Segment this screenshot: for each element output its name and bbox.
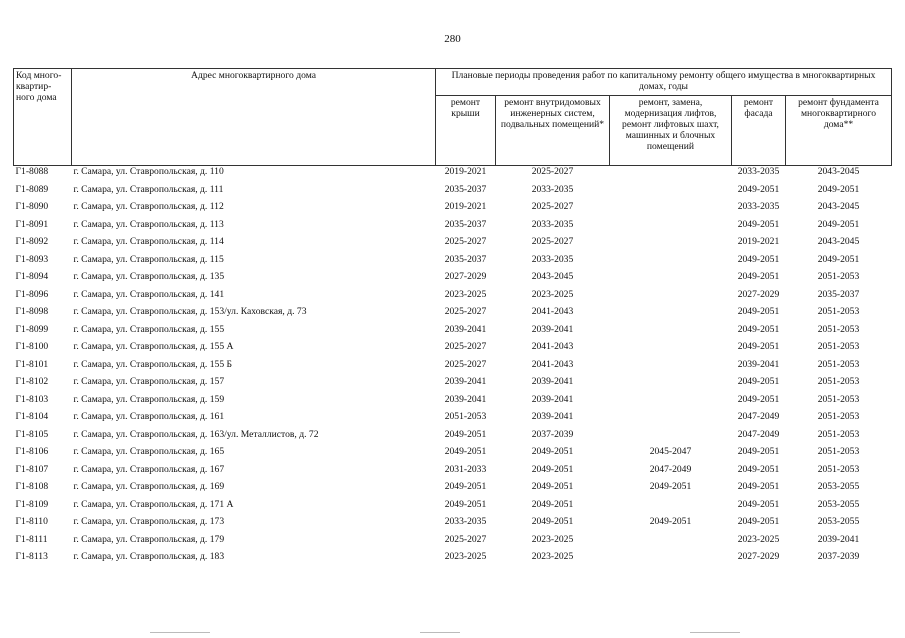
cell-engineering: 2025-2027 bbox=[531, 166, 574, 177]
table-row bbox=[14, 219, 892, 237]
cell-address: г. Самара, ул. Ставропольская, д. 141 bbox=[73, 288, 225, 300]
cell-foundation: 2051-2053 bbox=[817, 463, 860, 475]
cell-code: Г1-8103 bbox=[15, 393, 49, 405]
cell-address: г. Самара, ул. Ставропольская, д. 112 bbox=[73, 201, 224, 212]
cell-code: Г1-8089 bbox=[15, 183, 49, 195]
cell-facade: 2049-2051 bbox=[737, 271, 780, 282]
cell-foundation: 2053-2055 bbox=[817, 498, 860, 510]
cell-engineering: 2039-2041 bbox=[531, 393, 574, 405]
cell-code: Г1-8108 bbox=[15, 481, 49, 492]
cell-code: Г1-8099 bbox=[15, 323, 49, 335]
cell-facade: 2049-2051 bbox=[737, 446, 780, 457]
table-row bbox=[14, 394, 892, 412]
cell-address: г. Самара, ул. Ставропольская, д. 153/ул. Каховская, д. 73 bbox=[73, 306, 307, 317]
table-body bbox=[14, 166, 892, 569]
cell-engineering: 2049-2051 bbox=[531, 481, 574, 492]
cell-foundation: 2053-2055 bbox=[817, 516, 860, 527]
cell-address: г. Самара, ул. Ставропольская, д. 159 bbox=[73, 393, 225, 405]
cell-address: г. Самара, ул. Ставропольская, д. 114 bbox=[73, 236, 224, 247]
cell-address: г. Самара, ул. Ставропольская, д. 155 А bbox=[73, 341, 234, 352]
cell-elevators bbox=[610, 271, 732, 289]
cell-elevators bbox=[610, 411, 732, 429]
header-foundation: ремонт фундамента многоквартирного дома** bbox=[786, 96, 892, 166]
cell-facade: 2033-2035 bbox=[737, 166, 780, 177]
table-row bbox=[14, 376, 892, 394]
cell-address: г. Самара, ул. Ставропольская, д. 155 Б bbox=[73, 358, 233, 370]
cell-address: г. Самара, ул. Ставропольская, д. 169 bbox=[73, 481, 225, 492]
cell-elevators bbox=[610, 289, 732, 307]
table-row bbox=[14, 271, 892, 289]
cell-elevators bbox=[610, 394, 732, 412]
cell-engineering: 2023-2025 bbox=[531, 288, 574, 300]
cell-elevators bbox=[610, 551, 732, 569]
table-row bbox=[14, 516, 892, 534]
cell-address: г. Самара, ул. Ставропольская, д. 135 bbox=[73, 271, 225, 282]
header-elevators: ремонт, замена, модернизация лифтов, ремонт лифтовых шахт, машинных и блочных помещений bbox=[610, 96, 732, 166]
cell-code: Г1-8096 bbox=[15, 288, 49, 300]
cell-roof: 2049-2051 bbox=[444, 446, 487, 457]
cell-address: г. Самара, ул. Ставропольская, д. 167 bbox=[73, 463, 225, 475]
cell-address: г. Самара, ул. Ставропольская, д. 157 bbox=[73, 376, 225, 387]
cell-foundation: 2051-2053 bbox=[817, 446, 860, 457]
cell-roof: 2039-2041 bbox=[444, 323, 487, 335]
cell-roof: 2019-2021 bbox=[444, 201, 487, 212]
cell-roof: 2023-2025 bbox=[444, 288, 487, 300]
header-roof: ремонт крыши bbox=[436, 96, 496, 166]
cell-code: Г1-8101 bbox=[15, 358, 49, 370]
cell-foundation: 2051-2053 bbox=[817, 376, 860, 387]
cell-engineering: 2049-2051 bbox=[531, 446, 574, 457]
cell-facade: 2049-2051 bbox=[737, 393, 780, 405]
repair-schedule-table bbox=[13, 68, 892, 569]
cell-elevators bbox=[610, 184, 732, 202]
cell-foundation: 2043-2045 bbox=[817, 166, 860, 177]
cell-address: г. Самара, ул. Ставропольская, д. 171 А bbox=[73, 498, 234, 510]
cell-roof: 2023-2025 bbox=[444, 551, 487, 562]
table-row bbox=[14, 324, 892, 342]
header-code: Код много- квартир- ного дома bbox=[14, 69, 72, 166]
table-row bbox=[14, 359, 892, 377]
cell-engineering: 2033-2035 bbox=[531, 183, 574, 195]
cell-engineering: 2025-2027 bbox=[531, 236, 574, 247]
cell-facade: 2049-2051 bbox=[737, 323, 780, 335]
cell-facade: 2049-2051 bbox=[737, 183, 780, 195]
footer-rule bbox=[690, 632, 740, 633]
table-row bbox=[14, 289, 892, 307]
cell-elevators bbox=[610, 254, 732, 272]
cell-facade: 2039-2041 bbox=[737, 358, 780, 370]
cell-foundation: 2049-2051 bbox=[817, 218, 860, 230]
cell-code: Г1-8104 bbox=[15, 411, 49, 422]
cell-engineering: 2039-2041 bbox=[531, 411, 574, 422]
table-row bbox=[14, 201, 892, 219]
table-row bbox=[14, 341, 892, 359]
table-row bbox=[14, 429, 892, 447]
cell-code: Г1-8088 bbox=[15, 166, 49, 177]
cell-engineering: 2023-2025 bbox=[531, 533, 574, 545]
cell-engineering: 2033-2035 bbox=[531, 218, 574, 230]
cell-address: г. Самара, ул. Ставропольская, д. 155 bbox=[73, 323, 225, 335]
cell-roof: 2025-2027 bbox=[444, 236, 487, 247]
cell-address: г. Самара, ул. Ставропольская, д. 165 bbox=[73, 446, 225, 457]
cell-elevators bbox=[610, 534, 732, 552]
footer-rule bbox=[150, 632, 210, 633]
cell-foundation: 2051-2053 bbox=[817, 271, 860, 282]
cell-address: г. Самара, ул. Ставропольская, д. 183 bbox=[73, 551, 225, 562]
cell-code: Г1-8109 bbox=[15, 498, 49, 510]
table-row bbox=[14, 534, 892, 552]
cell-foundation: 2051-2053 bbox=[817, 411, 860, 422]
table-header bbox=[14, 69, 892, 166]
cell-roof: 2039-2041 bbox=[444, 393, 487, 405]
cell-engineering: 2023-2025 bbox=[531, 551, 574, 562]
cell-address: г. Самара, ул. Ставропольская, д. 113 bbox=[73, 218, 224, 230]
cell-elevators bbox=[610, 359, 732, 377]
cell-engineering: 2041-2043 bbox=[531, 358, 574, 370]
cell-engineering: 2049-2051 bbox=[531, 516, 574, 527]
cell-engineering: 2037-2039 bbox=[531, 428, 574, 440]
cell-code: Г1-8110 bbox=[15, 516, 48, 527]
cell-roof: 2049-2051 bbox=[444, 428, 487, 440]
page-number: 280 bbox=[444, 33, 461, 45]
header-periods: Плановые периоды проведения работ по капитальному ремонту общего имущества в многоквартирных домах, годы bbox=[436, 69, 892, 96]
cell-code: Г1-8098 bbox=[15, 306, 49, 317]
cell-foundation: 2035-2037 bbox=[817, 288, 860, 300]
cell-roof: 2049-2051 bbox=[444, 481, 487, 492]
cell-elevators bbox=[610, 499, 732, 517]
table-row bbox=[14, 481, 892, 499]
table-row bbox=[14, 499, 892, 517]
table-row bbox=[14, 411, 892, 429]
cell-foundation: 2051-2053 bbox=[817, 428, 860, 440]
cell-facade: 2023-2025 bbox=[737, 533, 780, 545]
cell-roof: 2051-2053 bbox=[444, 411, 487, 422]
cell-address: г. Самара, ул. Ставропольская, д. 111 bbox=[73, 183, 224, 195]
cell-roof: 2019-2021 bbox=[444, 166, 487, 177]
cell-code: Г1-8102 bbox=[15, 376, 49, 387]
cell-foundation: 2049-2051 bbox=[817, 183, 860, 195]
cell-roof: 2049-2051 bbox=[444, 498, 487, 510]
cell-engineering: 2039-2041 bbox=[531, 323, 574, 335]
cell-roof: 2025-2027 bbox=[444, 358, 487, 370]
cell-roof: 2025-2027 bbox=[444, 533, 487, 545]
cell-foundation: 2039-2041 bbox=[817, 533, 860, 545]
cell-elevators: 2049-2051 bbox=[649, 516, 692, 527]
cell-roof: 2027-2029 bbox=[444, 271, 487, 282]
cell-engineering: 2049-2051 bbox=[531, 498, 574, 510]
cell-facade: 2027-2029 bbox=[737, 551, 780, 562]
cell-facade: 2027-2029 bbox=[737, 288, 780, 300]
cell-facade: 2049-2051 bbox=[737, 516, 780, 527]
cell-elevators: 2045-2047 bbox=[649, 446, 692, 457]
cell-address: г. Самара, ул. Ставропольская, д. 173 bbox=[73, 516, 225, 527]
cell-foundation: 2051-2053 bbox=[817, 341, 860, 352]
cell-roof: 2025-2027 bbox=[444, 306, 487, 317]
table-row bbox=[14, 184, 892, 202]
cell-code: Г1-8093 bbox=[15, 253, 49, 265]
cell-address: г. Самара, ул. Ставропольская, д. 179 bbox=[73, 533, 225, 545]
header-engineering: ремонт внутридомовых инженерных систем, подвальных помещений* bbox=[496, 96, 610, 166]
table-row bbox=[14, 306, 892, 324]
table-row bbox=[14, 236, 892, 254]
cell-foundation: 2049-2051 bbox=[817, 253, 860, 265]
cell-elevators bbox=[610, 236, 732, 254]
cell-foundation: 2051-2053 bbox=[817, 323, 860, 335]
table-row bbox=[14, 551, 892, 569]
cell-elevators bbox=[610, 324, 732, 342]
cell-facade: 2049-2051 bbox=[737, 253, 780, 265]
header-facade: ремонт фасада bbox=[732, 96, 786, 166]
cell-elevators: 2047-2049 bbox=[649, 463, 692, 475]
cell-code: Г1-8113 bbox=[15, 551, 48, 562]
footer-rule bbox=[420, 632, 460, 633]
cell-foundation: 2051-2053 bbox=[817, 358, 860, 370]
cell-code: Г1-8105 bbox=[15, 428, 49, 440]
cell-facade: 2049-2051 bbox=[737, 218, 780, 230]
table-row bbox=[14, 464, 892, 482]
cell-code: Г1-8092 bbox=[15, 236, 49, 247]
header-address: Адрес многоквартирного дома bbox=[72, 69, 436, 166]
table-row bbox=[14, 446, 892, 464]
cell-elevators bbox=[610, 166, 732, 184]
cell-foundation: 2037-2039 bbox=[817, 551, 860, 562]
cell-facade: 2049-2051 bbox=[737, 376, 780, 387]
cell-facade: 2049-2051 bbox=[737, 481, 780, 492]
cell-engineering: 2043-2045 bbox=[531, 271, 574, 282]
cell-address: г. Самара, ул. Ставропольская, д. 161 bbox=[73, 411, 225, 422]
cell-facade: 2049-2051 bbox=[737, 498, 780, 510]
cell-elevators: 2049-2051 bbox=[649, 481, 692, 492]
table-row bbox=[14, 254, 892, 272]
cell-foundation: 2043-2045 bbox=[817, 201, 860, 212]
cell-engineering: 2041-2043 bbox=[531, 306, 574, 317]
cell-foundation: 2043-2045 bbox=[817, 236, 860, 247]
cell-address: г. Самара, ул. Ставропольская, д. 110 bbox=[73, 166, 224, 177]
cell-roof: 2035-2037 bbox=[444, 183, 487, 195]
cell-code: Г1-8107 bbox=[15, 463, 49, 475]
cell-engineering: 2049-2051 bbox=[531, 463, 574, 475]
cell-engineering: 2025-2027 bbox=[531, 201, 574, 212]
cell-roof: 2035-2037 bbox=[444, 253, 487, 265]
cell-code: Г1-8106 bbox=[15, 446, 49, 457]
cell-code: Г1-8111 bbox=[15, 533, 48, 545]
cell-engineering: 2039-2041 bbox=[531, 376, 574, 387]
cell-elevators bbox=[610, 429, 732, 447]
cell-facade: 2049-2051 bbox=[737, 306, 780, 317]
cell-code: Г1-8100 bbox=[15, 341, 49, 352]
table-row bbox=[14, 166, 892, 184]
cell-roof: 2035-2037 bbox=[444, 218, 487, 230]
cell-facade: 2049-2051 bbox=[737, 463, 780, 475]
cell-code: Г1-8090 bbox=[15, 201, 49, 212]
cell-foundation: 2051-2053 bbox=[817, 306, 860, 317]
cell-foundation: 2053-2055 bbox=[817, 481, 860, 492]
cell-engineering: 2033-2035 bbox=[531, 253, 574, 265]
cell-roof: 2025-2027 bbox=[444, 341, 487, 352]
cell-facade: 2033-2035 bbox=[737, 201, 780, 212]
cell-foundation: 2051-2053 bbox=[817, 393, 860, 405]
cell-elevators bbox=[610, 341, 732, 359]
cell-address: г. Самара, ул. Ставропольская, д. 115 bbox=[73, 253, 224, 265]
cell-elevators bbox=[610, 219, 732, 237]
cell-elevators bbox=[610, 306, 732, 324]
cell-facade: 2047-2049 bbox=[737, 411, 780, 422]
cell-facade: 2047-2049 bbox=[737, 428, 780, 440]
cell-elevators bbox=[610, 376, 732, 394]
cell-engineering: 2041-2043 bbox=[531, 341, 574, 352]
cell-facade: 2049-2051 bbox=[737, 341, 780, 352]
cell-roof: 2033-2035 bbox=[444, 516, 487, 527]
cell-address: г. Самара, ул. Ставропольская, д. 163/ул. Металлистов, д. 72 bbox=[73, 428, 319, 440]
cell-code: Г1-8091 bbox=[15, 218, 49, 230]
cell-elevators bbox=[610, 201, 732, 219]
cell-facade: 2019-2021 bbox=[737, 236, 780, 247]
cell-code: Г1-8094 bbox=[15, 271, 49, 282]
cell-roof: 2039-2041 bbox=[444, 376, 487, 387]
cell-roof: 2031-2033 bbox=[444, 463, 487, 475]
